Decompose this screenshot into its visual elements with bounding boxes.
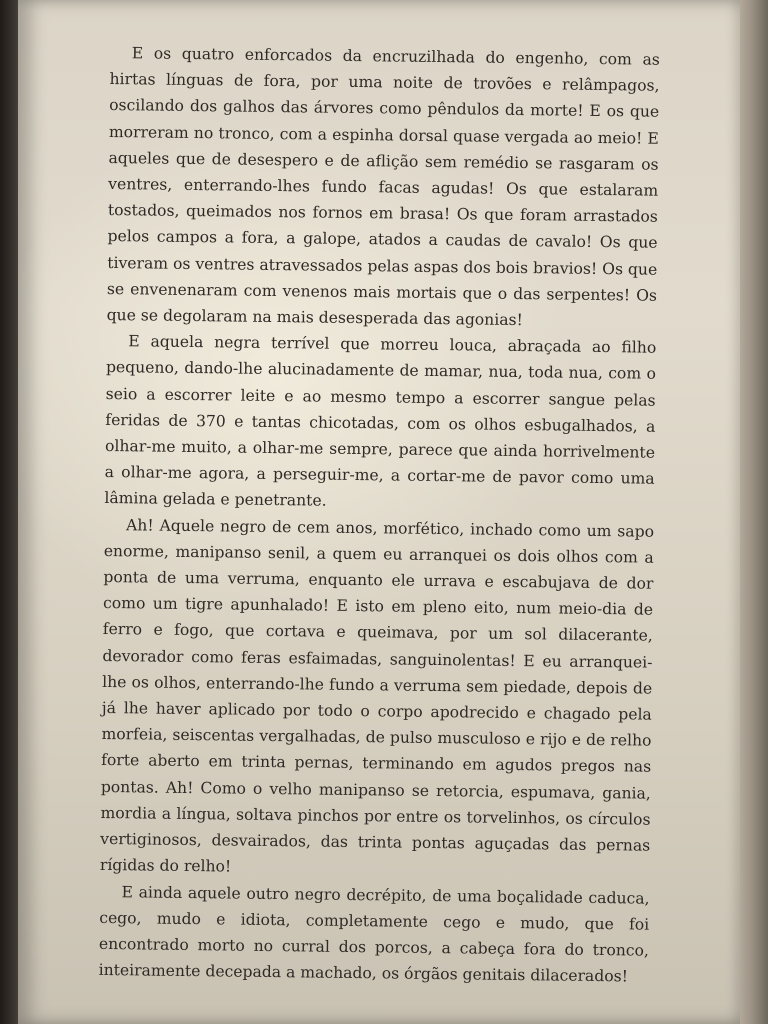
paragraph-3: Ah! Aquele negro de cem anos, morfético, inchado como um sapo enorme, manipanso senil, a quem eu arranquei os dois olhos com a ponta de uma verruma, enquanto ele urrava e escabujava de dor como um tigre apunhalado! E isto em pleno eito, num meio-dia de ferro e fogo, que cortava e queimava, por um sol dilacerante, devorador como feras esfaimadas, sanguinolentas! E eu arranquei-lhe os olhos, enterrando-lhe fundo a verruma sem piedade, depois de já lhe haver aplicado por todo o corpo apodrecido e chagado pela morfeia, seiscentas vergalhadas, de pulso musculoso e rijo e de relho forte aberto em trinta pernas, terminando em agudos pregos nas pontas. Ah! Como o velho manipanso se retorcia, espumava, gania, mordia a língua, soltava pinchos por entre os torvelinhos, os círculos vertiginosos, desvairados, das trinta pontas aguçadas das pernas rígidas do relho! [99,515,655,876]
paragraph-4: E ainda aquele outro negro decrépito, de uma boçalidade caduca, cego, mudo e idiota, completamente cego e mudo, que foi encontrado morto no curral dos porcos, a cabeça fora do tronco, inteiramente decepada a machado, os órgãos genitais dilacerados! [98,882,650,986]
paragraph-1: E os quatro enforcados da encruzilhada do engenho, com as hirtas línguas de fora, por uma noite de trovões e relâmpagos, oscilando dos galhos das árvores como pêndulos da morte! E os que morreram no tronco, com a espinha dorsal quase vergada ao meio! E aqueles que de desespero e de aflição sem remédio se rasgaram os ventres, enterrando-lhes fundo facas agudas! Os que estalaram tostados, queimados nos fornos em brasa! Os que foram arrastados pelos campos a fora, a galope, atados a caudas de cavalo! Os que tiveram os ventres atravessados pelas aspas dos bois bravios! Os que se envenenaram com venenos mais mortais que o das serpentes! Os que se degolaram na mais desesperada das agonias! [106,44,660,330]
paragraph-2: E aquela negra terrível que morreu louca, abraçada ao filho pequeno, dando-lhe alucinadamente de mamar, nua, toda nua, com o seio a escorrer leite e ao mesmo tempo a escorrer sangue pelas feridas de 370 e tantas chicotadas, com os olhos esbugalhados, a olhar-me muito, a olhar-me sempre, parece que ainda horrivelmente a olhar-me agora, a perseguir-me, a cortar-me de pavor como uma lâmina gelada e penetrante. [104,332,657,511]
page-text [98,40,659,990]
book-page [18,0,740,1024]
